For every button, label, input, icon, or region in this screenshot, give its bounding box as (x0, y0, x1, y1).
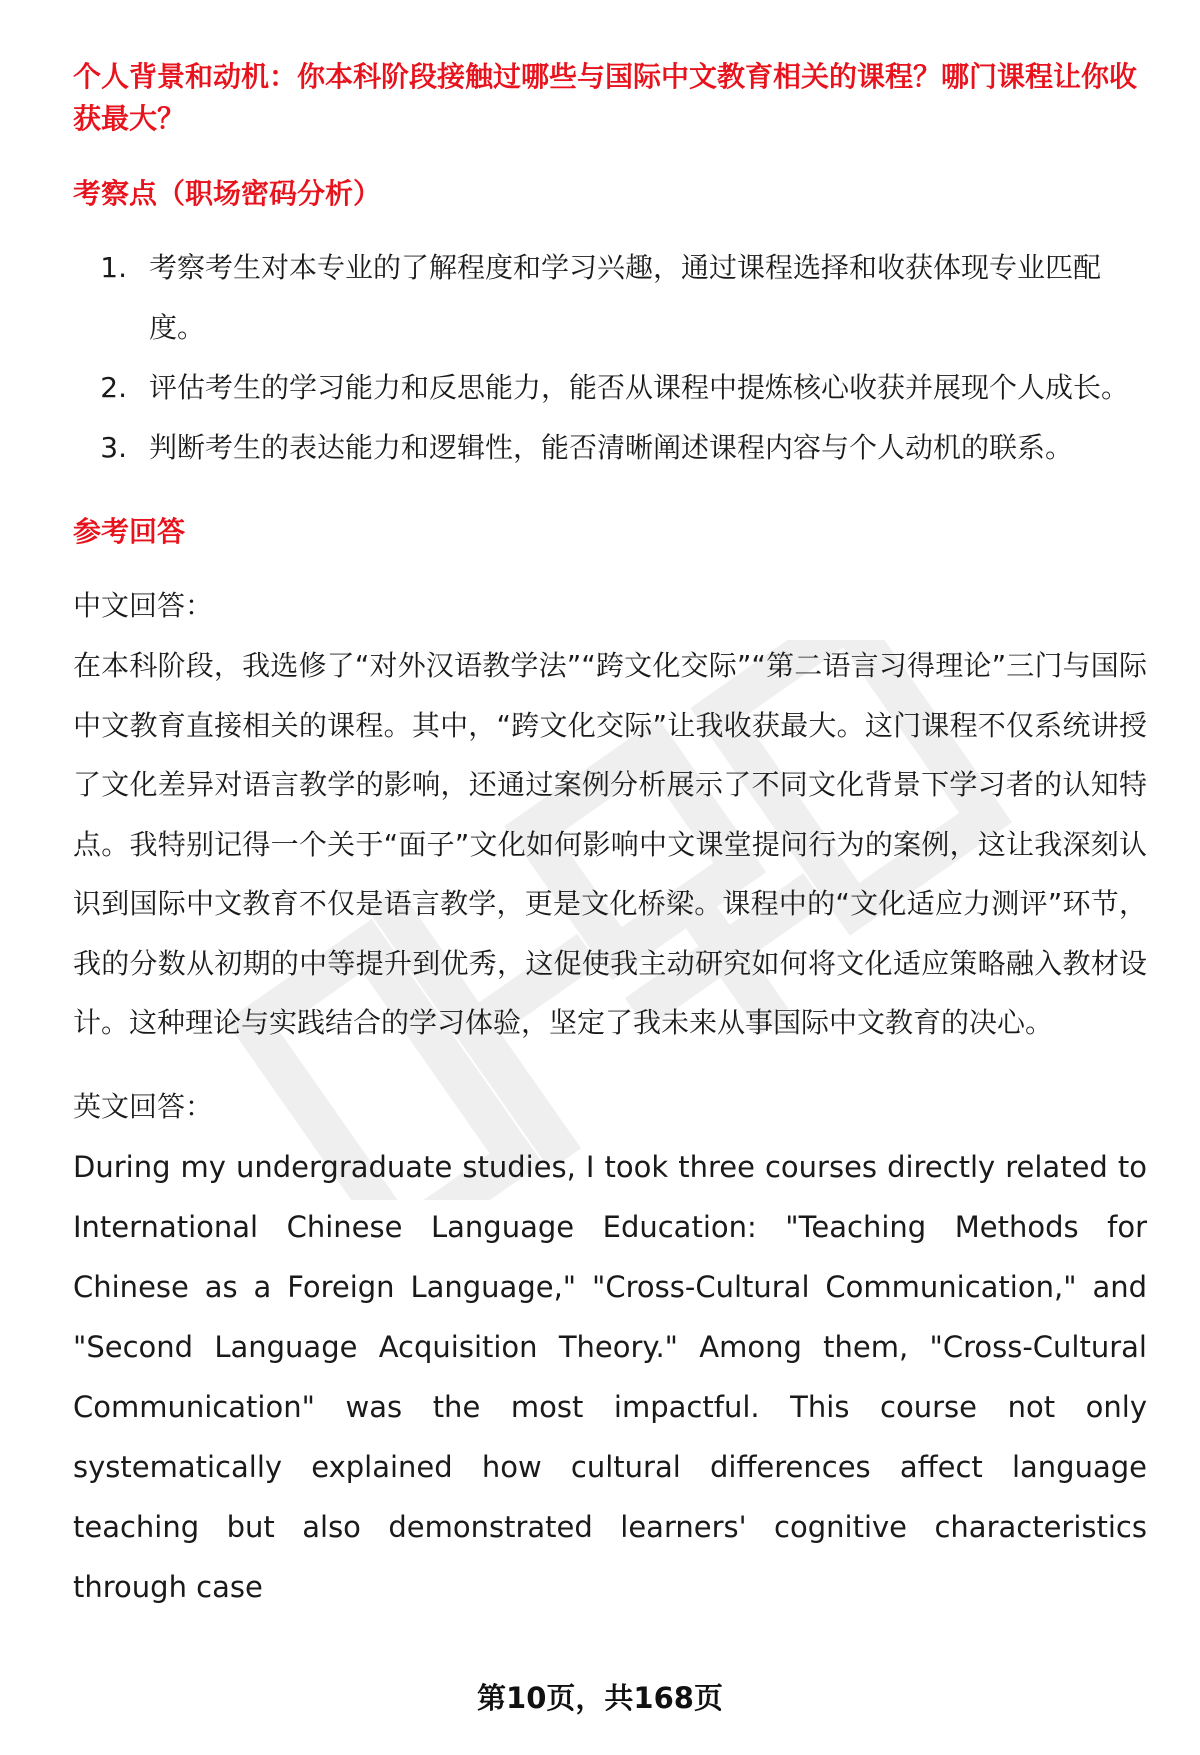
point-number: 3. (100, 431, 127, 464)
analysis-point (73, 358, 1147, 418)
chinese-answer-block (73, 576, 1147, 1053)
answer-heading: 参考回答 (73, 515, 186, 548)
point-text: 判断考生的表达能力和逻辑性，能否清晰阐述课程内容与个人动机的联系。 (149, 431, 1074, 464)
english-answer-block (73, 1077, 1147, 1617)
point-number: 1. (100, 251, 127, 284)
analysis-point (73, 238, 1147, 358)
question-title: 个人背景和动机：你本科阶段接触过哪些与国际中文教育相关的课程？哪门课程让你收获最大？ (73, 60, 1138, 135)
english-answer-text: During my undergraduate studies, I took three courses directly related to International Chinese Language Education: "Teaching Methods for Chinese as a Foreign Language," "Cross-Cultural Communication," and "Second Language Acquisition Theory." Among them, "Cross-Cultural Communication" was the most impactful. This course not only systematically explained how cultural differences affect language teaching but also demonstrated learners' cognitive characteristics through case (73, 1149, 1147, 1604)
document-page (73, 56, 1147, 1617)
english-answer-label: 英文回答： (73, 1089, 214, 1123)
point-number: 2. (100, 371, 127, 404)
point-text: 考察考生对本专业的了解程度和学习兴趣，通过课程选择和收获体现专业匹配度。 (149, 251, 1102, 344)
page-footer: 第10页，共168页 (477, 1681, 723, 1715)
chinese-answer-text: 在本科阶段，我选修了“对外汉语教学法”“跨文化交际”“第二语言习得理论”三门与国际中文教育直接相关的课程。其中，“跨文化交际”让我收获最大。这门课程不仅系统讲授了文化差异对语言教学的影响，还通过案例分析展示了不同文化背景下学习者的认知特点。我特别记得一个关于“面子”文化如何影响中文课堂提问行为的案例，这让我深刻认识到国际中文教育不仅是语言教学，更是文化桥梁。课程中的“文化适应力测评”环节，我的分数从初期的中等提升到优秀，这促使我主动研究如何将文化适应策略融入教材设计。这种理论与实践结合的学习体验，坚定了我未来从事国际中文教育的决心。 (73, 649, 1147, 1039)
analysis-points-list (73, 238, 1147, 478)
analysis-point (73, 418, 1147, 478)
point-text: 评估考生的学习能力和反思能力，能否从课程中提炼核心收获并展现个人成长。 (149, 371, 1130, 404)
analysis-heading: 考察点（职场密码分析） (73, 177, 382, 210)
chinese-answer-label: 中文回答： (73, 589, 214, 622)
